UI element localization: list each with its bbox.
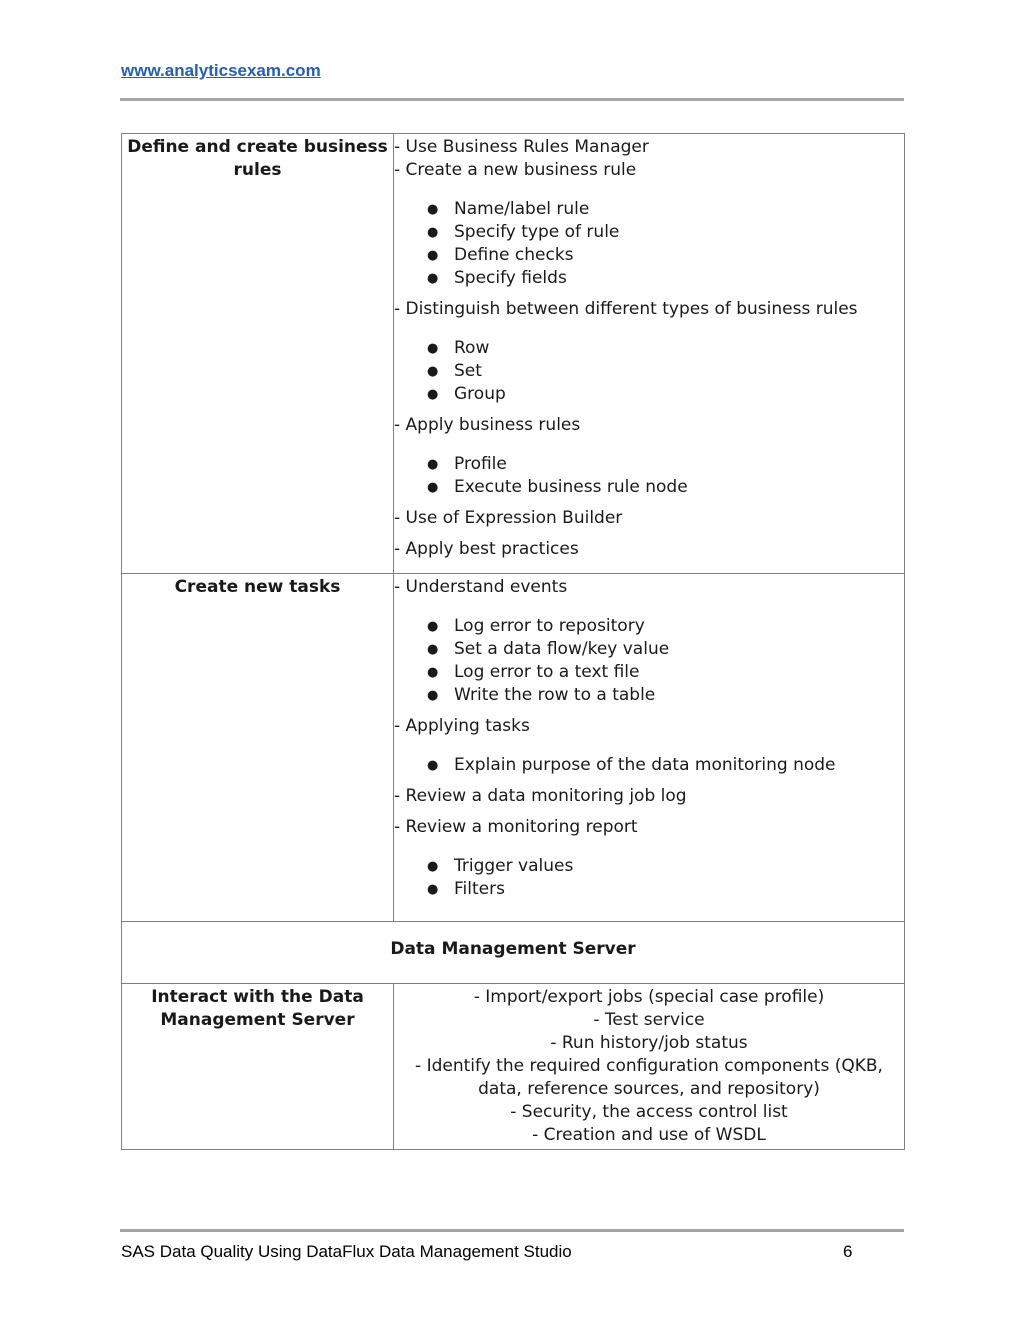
bullet-list: [394, 198, 904, 290]
objective-line: - Applying tasks: [394, 716, 530, 736]
objective-line: - Understand events: [394, 577, 568, 597]
list-item-text: Specify fields: [454, 268, 567, 288]
list-item-text: Log error to repository: [454, 616, 645, 636]
objective-line: - Create a new business rule: [394, 160, 637, 180]
detail-cell: [394, 134, 905, 574]
list-item: [427, 661, 904, 684]
section-row: [122, 922, 905, 984]
objective-line: - Test service: [593, 1010, 705, 1030]
section-title: Data Management Server: [122, 922, 905, 984]
page-number: 6: [843, 1242, 853, 1261]
objective-line: - Creation and use of WSDL: [532, 1125, 766, 1145]
bullet-icon: ●: [427, 665, 439, 680]
objective-line: - Review a data monitoring job log: [394, 786, 687, 806]
list-item-text: Execute business rule node: [454, 477, 688, 497]
list-item: [427, 684, 904, 707]
bullet-icon: ●: [427, 457, 439, 472]
list-item: [427, 476, 904, 499]
list-item: [427, 638, 904, 661]
bullet-icon: ●: [427, 688, 439, 703]
list-item: [427, 383, 904, 406]
bullet-icon: ●: [427, 619, 439, 634]
list-item-text: Specify type of rule: [454, 222, 620, 242]
objective-line: - Identify the required configuration components (QKB, data, reference sources, and repository): [415, 1056, 883, 1099]
objective-line: - Use of Expression Builder: [394, 508, 623, 528]
list-item: [427, 453, 904, 476]
bullet-list: [394, 337, 904, 406]
list-item: [427, 878, 904, 901]
list-item-text: Write the row to a table: [454, 685, 656, 705]
bullet-icon: ●: [427, 387, 439, 402]
list-item: [427, 754, 904, 777]
bullet-icon: ●: [427, 882, 439, 897]
list-item-text: Name/label rule: [454, 199, 590, 219]
site-link[interactable]: www.analyticsexam.com: [121, 61, 321, 80]
list-item-text: Set: [454, 361, 482, 381]
list-item: [427, 615, 904, 638]
objective-line: - Run history/job status: [550, 1033, 748, 1053]
detail-cell: [394, 984, 905, 1150]
list-item-text: Row: [454, 338, 490, 358]
table-row: [122, 134, 905, 574]
footer-divider: [120, 1229, 904, 1232]
bullet-icon: ●: [427, 202, 439, 217]
bullet-icon: ●: [427, 758, 439, 773]
list-item: [427, 267, 904, 290]
list-item-text: Define checks: [454, 245, 574, 265]
topic-cell: Define and create business rules: [122, 134, 394, 574]
footer-title: SAS Data Quality Using DataFlux Data Management Studio: [121, 1242, 572, 1261]
bullet-icon: ●: [427, 642, 439, 657]
objective-line: - Apply business rules: [394, 415, 581, 435]
list-item: [427, 855, 904, 878]
list-item-text: Explain purpose of the data monitoring node: [454, 755, 836, 775]
bullet-icon: ●: [427, 480, 439, 495]
bullet-icon: ●: [427, 271, 439, 286]
objective-line: - Apply best practices: [394, 539, 579, 559]
bullet-list: [394, 453, 904, 499]
topic-cell: Interact with the Data Management Server: [122, 984, 394, 1150]
list-item-text: Trigger values: [454, 856, 574, 876]
objective-line: - Distinguish between different types of business rules: [394, 299, 858, 319]
list-item: [427, 360, 904, 383]
exam-objectives-table: [121, 133, 905, 1150]
objective-line: - Use Business Rules Manager: [394, 137, 649, 157]
list-item: [427, 221, 904, 244]
list-item: [427, 337, 904, 360]
list-item-text: Log error to a text file: [454, 662, 640, 682]
list-item-text: Filters: [454, 879, 505, 899]
bullet-icon: ●: [427, 859, 439, 874]
list-item: [427, 198, 904, 221]
bullet-list: [394, 754, 904, 777]
list-item-text: Set a data flow/key value: [454, 639, 670, 659]
table-row: [122, 984, 905, 1150]
list-item: [427, 244, 904, 267]
bullet-icon: ●: [427, 248, 439, 263]
objective-line: - Security, the access control list: [510, 1102, 788, 1122]
table-row: [122, 574, 905, 922]
bullet-icon: ●: [427, 341, 439, 356]
bullet-icon: ●: [427, 364, 439, 379]
bullet-list: [394, 855, 904, 901]
list-item-text: Profile: [454, 454, 507, 474]
bullet-icon: ●: [427, 225, 439, 240]
objective-line: - Review a monitoring report: [394, 817, 638, 837]
objective-line: - Import/export jobs (special case profile): [473, 987, 825, 1007]
header-divider: [120, 98, 904, 101]
bullet-list: [394, 615, 904, 707]
topic-cell: Create new tasks: [122, 574, 394, 922]
detail-cell: [394, 574, 905, 922]
list-item-text: Group: [454, 384, 506, 404]
